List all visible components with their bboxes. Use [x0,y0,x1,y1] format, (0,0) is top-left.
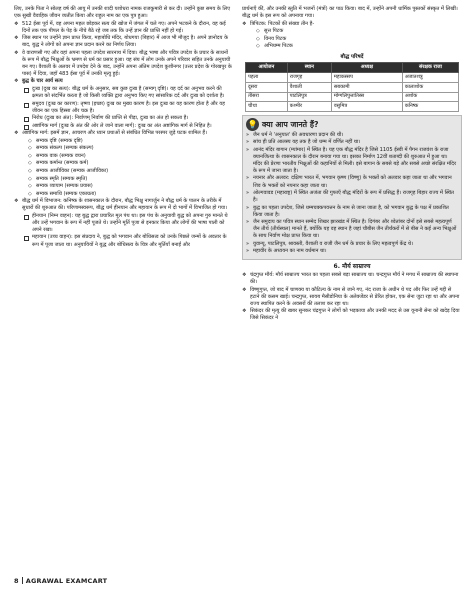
table-cell: मोग्गलिपुत्तातिस्स [331,92,402,102]
brand-logo-text: AGRAWAL EXAMCART [25,577,108,585]
path-item: ◇ सम्यक स्मृति (सम्यक स्मृति) [14,176,232,183]
fact-item: » युवान्यू, पाटलिपुत्र, श्रावस्ती, वैशाली व राजी जैन धर्म के प्रचार के लिए महत्वपूर्ण केंद्र थे। [246,241,458,248]
lightbulb-icon: 💡 [247,119,258,129]
bullet-item: ❖ वे वाराणसी गए और वहां अपना पहला उपदेश सारनाथ में दिया। बौद्ध भाषा और पवित्र उपदेश के प्रचार के साधनों के रूप में बौद्ध भिक्षुओं के भ्रमण से धर्म का प्रसार हुआ। यह संघ में लोग उनके अपने परिवार सहित उनके अनुयायी बन गए। वैशाली के अलवर में उपदेश देने के बाद, उन्होंने अपना अंतिम उपदेश कुशीनगर (उत्तर प्रदेश के गोरखपुर के पास) में दिया, जहाँ 483 ईसा पूर्व में उनकी मृत्यु हुई। [14,50,232,78]
fact-item: » सांच ही प्रति आलस्य यह तक है जो धम्म में वर्णित नहीं था। [246,139,458,146]
buddhist-councils-table [245,62,459,111]
bullet-item: ❖ जिस स्थान पर उन्होंने ज्ञान प्राप्त किया, महाबोधि मंदिर, बोधगया (बिहार) में आज भी मौजूद है। अपने ज्ञानोदय के बाद, बुद्ध ने लोगों को अपना ज्ञान प्रदान करने का निर्णय लिया। [14,35,232,49]
paragraph: प्रार्थनाएँ कीं, और उनकी स्तुति में भजनों (मंत्रों) का पाठ किया। बाद में, उन्होंने अपनी धार्मिक पुस्तकों संस्कृत में लिखीं। बौद्ध धर्म के इस रूप को अपनाया गया। [242,6,458,20]
table-cell: कनिष्क [402,102,458,112]
table-cell: चौथा [246,102,288,112]
fact-item: » जैन समुदाय का पवित्र स्थान सम्मेद शिखर झारखंड में स्थित है। दिगंबर और श्वेतांबर दोनों इसे सबसे महत्वपूर्ण जैन तीर्थ (तीर्थस्थल) मानते हैं, क्योंकि यह वह स्थान है जहां चौबीस जैन तीर्थंकरों में से बीस ने कई अन्य भिक्षुओं के साथ निर्वाण मोक्ष प्राप्त किया था। [246,219,458,240]
table-cell: वैशाली [287,82,331,92]
bullet-heading [14,78,232,85]
sub-item: हीनयान (निम्न वाहन): यह बुद्ध द्वारा प्रचारित मूल पंथ था। इस पंथ के अनुयायी बुद्ध को अपना गुरु मानते थे और उन्हें भगवान के रूप में नहीं पूजते थे। उन्होंने मूर्ति पूजा से इनकार किया और लोगों की भाषा पाली को अपने रखा। [14,213,232,234]
did-you-know-header [246,118,458,131]
bullet-item: ❖ सिकंदर की मृत्यु की खबर सुनकर चंद्रगुप्त ने लोगों को भड़काया और उनकी मदद से उस यूनानी सेना को खदेड़ दिया जिसे सिकंदर ने [242,308,462,322]
table-cell: पहला [246,73,288,83]
bullet-item: ❖ बौद्ध धर्म में विभाजन: कनिष्क के शासनकाल के दौरान, बौद्ध भिक्षु नागार्जुन ने बौद्ध धर्म के पालन के तरीके में सुधारों की शुरुआत की। परिणामस्वरूप, बौद्ध धर्म हीनयान और महायान के रूप में दो भागों में विभाजित हो गया। [14,198,232,212]
table-cell: पाटलिपुत्र [287,92,331,102]
path-item: ◇ सम्यक समाधि (सम्यक एकाग्रता) [14,191,232,198]
path-item: ◇ सम्यक वाक (सम्यक वचन) [14,153,232,160]
sub-item: निरोध (दुःख का अंत): निर्वाणम्‌ निर्वाण की प्राप्ति से पीड़ा, दुःख का अंत हो सकता है। [14,115,232,122]
fact-item: » ओल्गवावड (महाराष्ट्र) में स्थित अजंता की गुफाएँ बौद्ध मंदिरों के रूप में प्रसिद्ध हैं। राजगृह बिहार राज्य में स्थित है। [246,190,458,204]
fact-item: » महावीर के अध्ययन का नाम वर्धमान था। [246,248,458,255]
path-item: ◇ सम्यक संकल्प (सम्यक संकल्प) [14,145,232,152]
table-header-row [246,63,459,73]
heading-text: बुद्ध के चार आर्य सत्य [22,78,63,85]
table-cell: कालाशोक [402,82,458,92]
fact-item: » जैन धर्म ने 'अनुयात' की अवधारणा प्रदान की थी। [246,132,458,139]
footer-divider [22,577,23,584]
table-header: अध्यक्ष [331,63,402,73]
table-cell: तीसरा [246,92,288,102]
table-cell: अशोक [402,92,458,102]
pitaka-item: ◇ विनय पिटक [242,36,462,43]
table-row [246,102,459,112]
table-cell: राजगृह [287,73,331,83]
table-cell: सबकामी [331,82,402,92]
table-cell: कश्मीर [287,102,331,112]
sub-item: अष्टांगिक मार्ग (दुःख के अंत की ओर ले जाने वाला मार्ग): दुःख का अंत अष्टांगिक मार्ग से निहित है। [14,123,232,130]
table-title: बौद्ध परिषदें [340,54,364,61]
path-item: ◇ सम्यक व्यायाम (सम्यक प्रयास) [14,183,232,190]
table-cell: अजातशत्रु [402,73,458,83]
path-item: ◇ सम्यक आजीविका (सम्यक आजीविका) [14,168,232,175]
table-header: आयोजन [246,63,288,73]
table-cell: महाकस्सप [331,73,402,83]
did-you-know-box [242,115,462,260]
table-header: संरक्षक राजा [402,63,458,73]
left-column [14,6,232,249]
path-item: ◇ सम्यक दृष्टि (सम्यक दृष्टि) [14,138,232,145]
table-cell: दूसरा [246,82,288,92]
table-row [246,82,459,92]
table-row [246,73,459,83]
page-footer [14,577,107,585]
paragraph: लिए, उनके पिता ने सोलह वर्ष की आयु में उनकी शादी यशोधरा नामक राजकुमारी से कर दी। उन्होंने कुछ समय के लिए एक सुखी वैवाहिक जीवन व्यतीत किया और राहुल नाम का एक पुत्र हुआ। [14,6,231,20]
bullet-item: ❖ विष्णुगुप्त, जो बाद में चाणक्य या कौटिल्य के नाम से जाने गए, नंद राजा के अधीन थे पद और फिर उन्हें गद्दी से हटाने की कसम खाई। चन्द्रगुप्त, सायब मैसीडोनिया के अलेक्जेंडर से प्रेरित होकर, एक सेना जुटा रहा था और अपना राज्य स्थापित करने के अवसरों की तलाश कर रहा था। [242,287,462,308]
right-column [242,6,462,323]
bullet-item: ❖ अष्टांगिक मार्ग: इसमें ज्ञान, आचरण और ध्यान प्रथाओं से संबंधित विभिन्न परस्पर जुड़े घटक शामिल हैं। [14,130,232,137]
sub-item: महायान (उच्च वाहन): इस संप्रदाय ने, बुद्ध को भगवान और बोधिसत्व को उनके पिछले जन्मों के अवतार के रूप में पूजा जाता था। अनुयायियों ने बुद्ध और बोधिसत्व के चित्र और मूर्तियाँ बनाईं और [14,234,232,248]
section-title: 6. मौर्य साम्राज्य [333,263,371,270]
fact-item: » बुद्ध का पहला उपदेश, जिसे धम्मचक्कपवत्तन के नाम से जाना जाता है, को भगवान बुद्ध के पक्ष में प्रकाशित किया जाता है। [246,205,458,219]
fact-item: » आनंद मंदिर बागान (म्यांमार) में स्थित है। यह एक बौद्ध मंदिर है जिसे 1105 ईस्वी में पैगन राजवंश के राजा क्यानजित्था के शासनकाल के दौरान बनाया गया था। इसका निर्माण 12वीं शताब्दी की शुरुआत में हुआ था। मंदिर की प्रेरणा भारतीय भिक्षुओं की कहानियों से मिली। इसे बागान के सबसे बड़े और सबसे अच्छे संरक्षित मंदिर के रूप में जाना जाता है। [246,147,458,175]
pitaka-item: ◇ सुत्त पिटक [242,28,462,35]
page-number: 8 [14,577,19,585]
bullet-item: ❖ त्रिपिटक: पिटकों की संख्या तीन है- [242,21,462,28]
did-you-know-title: क्या आप जानते हैं? [262,119,319,129]
sub-item: समुदय (दुःख का कारण): तृष्णा (इच्छा) दुःख का मुख्य कारण है। इस दुःख का यह कारण होता है और यह जीवन का एक हिस्सा और चक्र है। [14,101,232,115]
sub-item: दुःख (दुख का सत्य): बौद्ध धर्म के अनुसार, सब कुछ दुःख है (सम्यग् दृष्टि)। यह दर्द का अनुभव करने की क्षमता को संदर्भित करता है जो किसी व्यक्ति द्वारा अनुभव किए गए सांसारिक दर्द और दुःख को दर्शाता है। [14,86,232,100]
table-row [246,92,459,102]
table-cell: वसुमित्र [331,102,402,112]
table-header: स्थान [287,63,331,73]
pitaka-item: ◇ अभिधम्म पिटक [242,43,462,50]
path-item: ◇ सम्यक कर्मान्त (सम्यक कर्म) [14,160,232,167]
bullet-item: ❖ 512 ईसा पूर्व में, वह अपना महल छोड़कर सत्य की खोज में जंगल में चले गए। अपने भटकने के दौरान, वह कई दिनों तक एक पीपल के पेड़ के नीचे बैठे रहे जब तक कि उन्हें ज्ञान की प्राप्ति नहीं हो गई। [14,21,232,35]
fact-item: » नयनार और अलवर: दक्षिण भारत में, भगवान कृष्ण (विष्णु) के भक्तों को अलवार कहा जाता था और भगवान शिव के भक्तों को नयनार कहा जाता था। [246,175,458,189]
bullet-item: ❖ चंद्रगुप्त मौर्य: मौर्य साम्राज्य भारत का पहला सबसे बड़ा साम्राज्य था। चन्द्रगुप्त मौर्य ने मगध में साम्राज्य की स्थापना की। [242,272,462,286]
